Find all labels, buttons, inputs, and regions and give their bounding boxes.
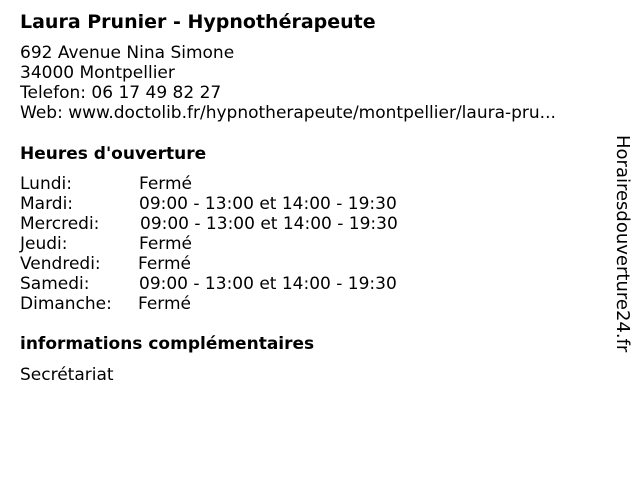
day-label: Jeudi: [20, 234, 68, 254]
site-watermark [610, 135, 634, 353]
hours-value: 09:00 - 13:00 et 14:00 - 19:30 [139, 194, 397, 214]
address-line-city: 34000 Montpellier [20, 63, 175, 83]
hours-value: 09:00 - 13:00 et 14:00 - 19:30 [140, 214, 398, 234]
day-label: Samedi: [20, 274, 90, 294]
day-label: Lundi: [20, 174, 72, 194]
business-title: Laura Prunier - Hypnothérapeute [20, 11, 376, 33]
hours-value: Fermé [138, 254, 192, 274]
hours-value: Fermé [139, 174, 193, 194]
address-line-street: 692 Avenue Nina Simone [20, 43, 235, 63]
hours-value: Fermé [138, 294, 192, 314]
hours-value: Fermé [139, 234, 193, 254]
day-label: Mercredi: [20, 214, 100, 234]
additional-info-text: Secrétariat [20, 365, 114, 385]
watermark-text: Horairesdouverture24.fr [612, 135, 633, 353]
phone-line: Telefon: 06 17 49 82 27 [20, 83, 222, 103]
day-label: Vendredi: [20, 254, 101, 274]
additional-info-heading: informations complémentaires [20, 334, 315, 354]
opening-hours-heading: Heures d'ouverture [20, 144, 207, 164]
day-label: Dimanche: [20, 294, 112, 314]
contact-block [20, 43, 556, 123]
web-line: Web: www.doctolib.fr/hypnotherapeute/montpellier/laura-pru... [20, 103, 556, 123]
hours-value: 09:00 - 13:00 et 14:00 - 19:30 [139, 274, 397, 294]
day-label: Mardi: [20, 194, 74, 214]
